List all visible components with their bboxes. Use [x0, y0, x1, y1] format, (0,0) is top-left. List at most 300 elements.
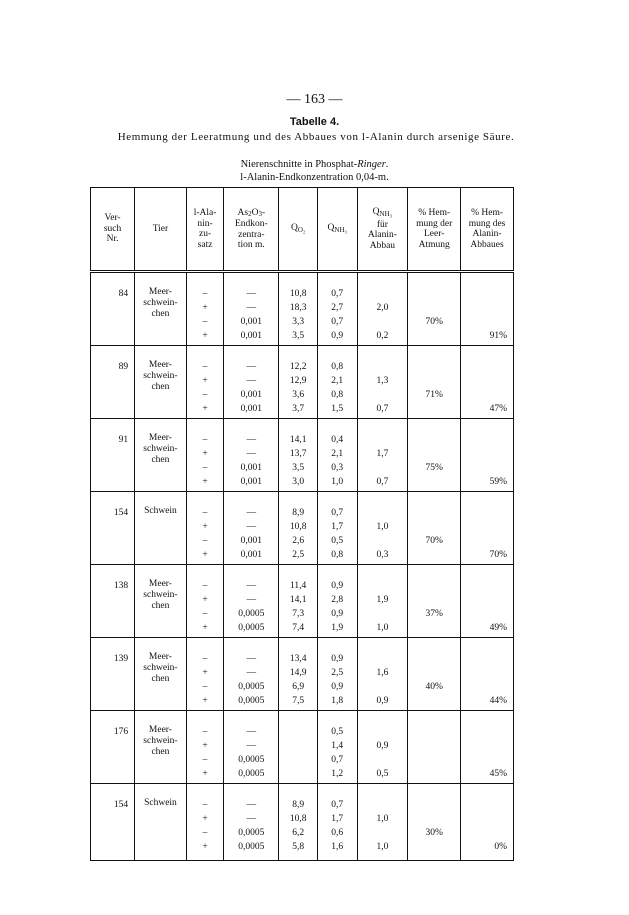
cell-line: 7,5 — [292, 696, 305, 706]
cell-line — [360, 579, 406, 593]
cell-line: 0,9 — [376, 696, 389, 706]
cell-qo2 — [279, 784, 318, 861]
header-line: Abbau — [369, 240, 396, 251]
cell-line: 0,0005 — [238, 828, 265, 838]
cell-line — [463, 360, 507, 374]
cell-line — [463, 461, 507, 475]
cell-line: 0,0005 — [238, 609, 265, 619]
cell-line: 70% — [425, 317, 443, 327]
cell-line: 10,8 — [289, 522, 307, 532]
cell-line: 0,8 — [331, 550, 344, 560]
qfuer-base: Q — [372, 207, 380, 217]
header-line: Leer- — [423, 229, 445, 239]
header-line: zentra- — [238, 229, 265, 240]
cell-line — [410, 753, 458, 767]
header-line: nin- — [197, 218, 213, 229]
cell-line — [463, 315, 507, 329]
cell-nr — [91, 272, 135, 346]
cell-line: 0,001 — [240, 317, 262, 327]
cell-line — [463, 534, 507, 548]
cell-qnh3 — [317, 492, 357, 565]
cell-line: 47% — [489, 404, 507, 414]
cell-line: Meer- — [148, 652, 172, 662]
cell-line: – — [202, 435, 208, 445]
header-line — [226, 208, 276, 220]
cell-hem-alanin — [461, 784, 514, 861]
cell-line: schwein- — [143, 590, 178, 600]
cell-line: + — [202, 696, 208, 706]
cell-line: 14,1 — [289, 595, 307, 605]
cell-line: 0,5 — [331, 536, 344, 546]
cell-line: 2,6 — [292, 536, 305, 546]
cell-line: 0,7 — [376, 404, 389, 414]
cell-hem-leer — [408, 638, 461, 711]
cell-line — [410, 840, 458, 854]
qo2-base: Q — [290, 222, 298, 233]
header-qo2 — [279, 188, 318, 272]
cell-as — [224, 272, 279, 346]
cell-line: 1,9 — [376, 595, 389, 605]
header-alanin — [186, 188, 223, 272]
cell-line — [410, 447, 458, 461]
cell-line — [463, 652, 507, 666]
cell-line: 1,4 — [331, 741, 344, 751]
cell-line: 1,3 — [376, 376, 389, 386]
cell-line: schwein- — [143, 298, 178, 308]
cell-line: 3,7 — [292, 404, 305, 414]
cell-line: 0,7 — [376, 477, 389, 487]
cell-nr — [91, 346, 135, 419]
header-line: satz — [197, 239, 213, 250]
cell-line: 3,6 — [292, 390, 305, 400]
cell-line: 154 — [113, 508, 129, 518]
cell-as — [224, 565, 279, 638]
cell-line — [281, 753, 315, 767]
cell-line — [410, 433, 458, 447]
as-mid: O — [251, 207, 259, 218]
header-line: zu- — [198, 229, 212, 239]
cell-line: — — [246, 362, 257, 372]
cell-line: Schwein — [144, 798, 177, 808]
cell-line: – — [202, 654, 208, 664]
cell-tier — [135, 346, 187, 419]
cell-line: 0,0005 — [238, 842, 265, 852]
cell-line — [360, 360, 406, 374]
cell-line: + — [202, 595, 208, 605]
cell-line: + — [202, 741, 208, 751]
cell-line: 91 — [118, 435, 129, 445]
as-end: - — [261, 207, 266, 218]
cell-tier — [135, 638, 187, 711]
cell-line: 89 — [118, 362, 129, 372]
subcaption-italic: Ringer — [357, 159, 386, 170]
cell-hem-leer — [408, 419, 461, 492]
header-line: Atmung — [418, 239, 450, 250]
subcaption-suffix: . — [385, 159, 389, 170]
cell-line: — — [246, 668, 257, 678]
cell-qfuer — [357, 711, 408, 784]
cell-line: – — [202, 800, 208, 810]
cell-line — [360, 287, 406, 301]
cell-line — [463, 506, 507, 520]
cell-qfuer — [357, 272, 408, 346]
cell-line: Schwein — [144, 506, 177, 516]
cell-line: schwein- — [143, 736, 178, 746]
cell-line: – — [202, 536, 208, 546]
cell-line — [410, 593, 458, 607]
cell-line: 0,8 — [331, 390, 344, 400]
cell-line — [410, 374, 458, 388]
cell-hem-alanin — [461, 565, 514, 638]
cell-line: 1,7 — [376, 449, 389, 459]
cell-line: 0,4 — [331, 435, 344, 445]
as-base: As — [237, 207, 249, 218]
cell-line: 5,8 — [292, 842, 305, 852]
cell-line: 0,9 — [331, 581, 344, 591]
cell-line — [410, 520, 458, 534]
subcaption-prefix: Nierenschnitte in Phosphat- — [240, 159, 358, 170]
cell-line: 1,7 — [331, 814, 344, 824]
cell-line — [281, 739, 315, 753]
cell-line: 0,6 — [331, 828, 344, 838]
cell-line: – — [202, 755, 208, 765]
cell-qnh3 — [317, 565, 357, 638]
cell-line: 6,2 — [292, 828, 305, 838]
cell-line: 0% — [494, 842, 507, 852]
cell-line — [463, 287, 507, 301]
cell-line: — — [246, 435, 257, 445]
as-sub-2: 3 — [258, 209, 262, 218]
cell-alanin — [186, 492, 223, 565]
cell-line: 3,5 — [292, 463, 305, 473]
cell-line: + — [202, 331, 208, 341]
cell-line — [410, 725, 458, 739]
cell-line: 10,8 — [289, 814, 307, 824]
cell-line: chen — [151, 601, 170, 611]
cell-line: + — [202, 814, 208, 824]
cell-line — [410, 301, 458, 315]
header-qnh3-alanin — [357, 188, 408, 272]
cell-hem-alanin — [461, 272, 514, 346]
cell-line — [410, 652, 458, 666]
table-row — [91, 346, 514, 419]
cell-line: 13,4 — [289, 654, 307, 664]
cell-line: 0,001 — [240, 550, 262, 560]
cell-line — [410, 739, 458, 753]
cell-hem-leer — [408, 711, 461, 784]
header-line: Alanin- — [367, 230, 397, 240]
cell-tier — [135, 419, 187, 492]
cell-alanin — [186, 346, 223, 419]
cell-line: 1,0 — [331, 477, 344, 487]
cell-line: – — [202, 362, 208, 372]
cell-line — [463, 826, 507, 840]
cell-line — [410, 360, 458, 374]
cell-line: 70% — [489, 550, 507, 560]
cell-line: 37% — [425, 609, 443, 619]
cell-line: 0,0005 — [238, 682, 265, 692]
table-row — [91, 492, 514, 565]
cell-line: 2,7 — [331, 303, 344, 313]
cell-line: 0,0005 — [238, 623, 265, 633]
cell-line: 0,9 — [376, 741, 389, 751]
cell-line — [410, 329, 458, 343]
cell-line — [410, 798, 458, 812]
cell-line — [463, 579, 507, 593]
cell-line — [463, 433, 507, 447]
cell-line — [410, 548, 458, 562]
cell-line: 2,5 — [292, 550, 305, 560]
cell-line — [360, 680, 406, 694]
cell-qnh3 — [317, 419, 357, 492]
cell-alanin — [186, 419, 223, 492]
cell-line — [360, 652, 406, 666]
header-line: Abbaues — [470, 239, 504, 250]
table-row — [91, 784, 514, 861]
cell-line — [463, 680, 507, 694]
cell-line — [281, 725, 315, 739]
cell-qo2 — [279, 565, 318, 638]
as-sub-1: 2 — [248, 209, 252, 218]
header-hemmung-leeratmung — [408, 188, 461, 272]
cell-line: 2,8 — [331, 595, 344, 605]
cell-qnh3 — [317, 784, 357, 861]
cell-qfuer — [357, 346, 408, 419]
cell-qo2 — [279, 711, 318, 784]
cell-line: — — [246, 595, 257, 605]
cell-line — [360, 315, 406, 329]
cell-line: — — [246, 814, 257, 824]
cell-line: 2,5 — [331, 668, 344, 678]
cell-tier — [135, 784, 187, 861]
cell-line: 49% — [489, 623, 507, 633]
cell-line: – — [202, 828, 208, 838]
cell-line: 0,5 — [331, 727, 344, 737]
cell-line — [360, 607, 406, 621]
cell-line: 7,4 — [292, 623, 305, 633]
cell-line: 30% — [425, 828, 443, 838]
cell-line: schwein- — [143, 371, 178, 381]
cell-line: 11,4 — [289, 581, 307, 591]
cell-tier — [135, 272, 187, 346]
cell-hem-alanin — [461, 711, 514, 784]
cell-qfuer — [357, 784, 408, 861]
cell-hem-leer — [408, 272, 461, 346]
cell-alanin — [186, 638, 223, 711]
cell-line: – — [202, 682, 208, 692]
cell-line: — — [246, 289, 257, 299]
cell-as — [224, 784, 279, 861]
cell-line: 40% — [425, 682, 443, 692]
cell-line: schwein- — [143, 663, 178, 673]
cell-line: 1,6 — [376, 668, 389, 678]
cell-line: 0,9 — [331, 609, 344, 619]
cell-nr — [91, 711, 135, 784]
header-row — [91, 188, 514, 272]
cell-line: 3,0 — [292, 477, 305, 487]
cell-line: + — [202, 376, 208, 386]
cell-line: — — [246, 449, 257, 459]
cell-hem-leer — [408, 492, 461, 565]
cell-line: 1,9 — [331, 623, 344, 633]
table-subcaption-concentration: l-Alanin-Endkonzentration 0,04-m. — [240, 172, 389, 183]
cell-line — [463, 725, 507, 739]
cell-line: 18,3 — [289, 303, 307, 313]
qnh3-base: Q — [327, 222, 335, 233]
cell-line — [410, 621, 458, 635]
cell-line: 12,9 — [289, 376, 307, 386]
header-qnh3 — [317, 188, 357, 272]
header-tier: Tier — [135, 188, 187, 272]
table-row — [91, 565, 514, 638]
cell-line: 1,0 — [376, 842, 389, 852]
cell-qnh3 — [317, 346, 357, 419]
cell-qo2 — [279, 346, 318, 419]
cell-line: + — [202, 404, 208, 414]
table-row — [91, 419, 514, 492]
cell-alanin — [186, 272, 223, 346]
cell-line: 7,3 — [292, 609, 305, 619]
header-line: % Hem- — [471, 208, 504, 218]
cell-line: – — [202, 508, 208, 518]
cell-line: + — [202, 449, 208, 459]
cell-line: 6,9 — [292, 682, 305, 692]
cell-line — [360, 461, 406, 475]
cell-line: 1,8 — [331, 696, 344, 706]
header-line: Nr. — [106, 234, 119, 245]
cell-line: – — [202, 317, 208, 327]
cell-nr — [91, 492, 135, 565]
cell-line — [463, 739, 507, 753]
cell-line: 75% — [425, 463, 443, 473]
cell-line: 1,6 — [331, 842, 344, 852]
cell-line: 3,3 — [292, 317, 305, 327]
page-number: — 163 — — [286, 92, 343, 107]
cell-line: – — [202, 289, 208, 299]
cell-line — [410, 475, 458, 489]
cell-line: Meer- — [148, 360, 172, 370]
cell-line: 0,9 — [331, 682, 344, 692]
cell-line: 8,9 — [292, 800, 305, 810]
cell-hem-alanin — [461, 638, 514, 711]
cell-line: 8,9 — [292, 508, 305, 518]
header-hemmung-alaninabbau — [461, 188, 514, 272]
cell-line: 59% — [489, 477, 507, 487]
cell-line: 139 — [113, 654, 129, 664]
cell-line: 0,001 — [240, 331, 262, 341]
cell-line — [463, 666, 507, 680]
cell-as — [224, 346, 279, 419]
cell-line: – — [202, 463, 208, 473]
cell-line: + — [202, 477, 208, 487]
cell-line: — — [246, 654, 257, 664]
cell-qnh3 — [317, 638, 357, 711]
header-line: Alanin- — [472, 229, 502, 239]
cell-line: Meer- — [148, 433, 172, 443]
cell-line: chen — [151, 674, 170, 684]
cell-line: Meer- — [148, 579, 172, 589]
qo2-sub: O₂ — [297, 225, 306, 234]
cell-line: chen — [151, 455, 170, 465]
table-row — [91, 272, 514, 346]
cell-line: Meer- — [148, 725, 172, 735]
cell-line — [463, 301, 507, 315]
cell-hem-alanin — [461, 492, 514, 565]
cell-line: – — [202, 390, 208, 400]
header-line: Endkon- — [234, 219, 268, 229]
cell-line: 0,7 — [331, 800, 344, 810]
cell-qo2 — [279, 492, 318, 565]
cell-line: chen — [151, 747, 170, 757]
cell-line: + — [202, 842, 208, 852]
cell-line: – — [202, 609, 208, 619]
header-as2o3 — [224, 188, 279, 272]
cell-line: — — [246, 303, 257, 313]
cell-line: 1,0 — [376, 522, 389, 532]
cell-line: + — [202, 769, 208, 779]
cell-line: schwein- — [143, 444, 178, 454]
cell-line — [410, 812, 458, 826]
data-table — [90, 187, 514, 861]
cell-line: 0,3 — [376, 550, 389, 560]
cell-line: 138 — [113, 581, 129, 591]
cell-line — [360, 798, 406, 812]
cell-line: chen — [151, 382, 170, 392]
cell-qfuer — [357, 638, 408, 711]
cell-line: 1,7 — [331, 522, 344, 532]
cell-line: — — [246, 800, 257, 810]
header-line: % Hem- — [418, 208, 451, 218]
cell-qfuer — [357, 565, 408, 638]
header-line: such — [103, 223, 122, 234]
cell-as — [224, 638, 279, 711]
cell-as — [224, 419, 279, 492]
cell-line: 154 — [113, 800, 129, 810]
header-line: tion m. — [237, 240, 265, 250]
cell-alanin — [186, 711, 223, 784]
cell-line: — — [246, 741, 257, 751]
cell-line: 0,0005 — [238, 755, 265, 765]
table-caption: Hemmung der Leeratmung und des Abbaues von l-Alanin durch arsenige Säure. — [117, 131, 515, 143]
header-line: für — [376, 219, 388, 230]
table-title: Tabelle 4. — [289, 116, 340, 128]
qnh3-sub: NH₃ — [334, 225, 347, 234]
cell-line: 0,7 — [331, 317, 344, 327]
cell-line — [360, 433, 406, 447]
cell-qnh3 — [317, 711, 357, 784]
cell-line: – — [202, 727, 208, 737]
cell-line — [360, 534, 406, 548]
cell-line: 0,9 — [331, 331, 344, 341]
cell-line — [410, 666, 458, 680]
cell-line — [463, 798, 507, 812]
cell-line: — — [246, 581, 257, 591]
cell-qnh3 — [317, 272, 357, 346]
cell-line: – — [202, 581, 208, 591]
cell-nr — [91, 638, 135, 711]
cell-qo2 — [279, 272, 318, 346]
cell-tier — [135, 492, 187, 565]
cell-line: — — [246, 727, 257, 737]
header-line: mung der — [416, 218, 453, 229]
header-line: mung des — [468, 218, 506, 229]
cell-line — [463, 388, 507, 402]
cell-line — [463, 374, 507, 388]
cell-line: 1,0 — [376, 623, 389, 633]
cell-line: 176 — [113, 727, 129, 737]
cell-line: 2,1 — [331, 376, 344, 386]
cell-qo2 — [279, 638, 318, 711]
